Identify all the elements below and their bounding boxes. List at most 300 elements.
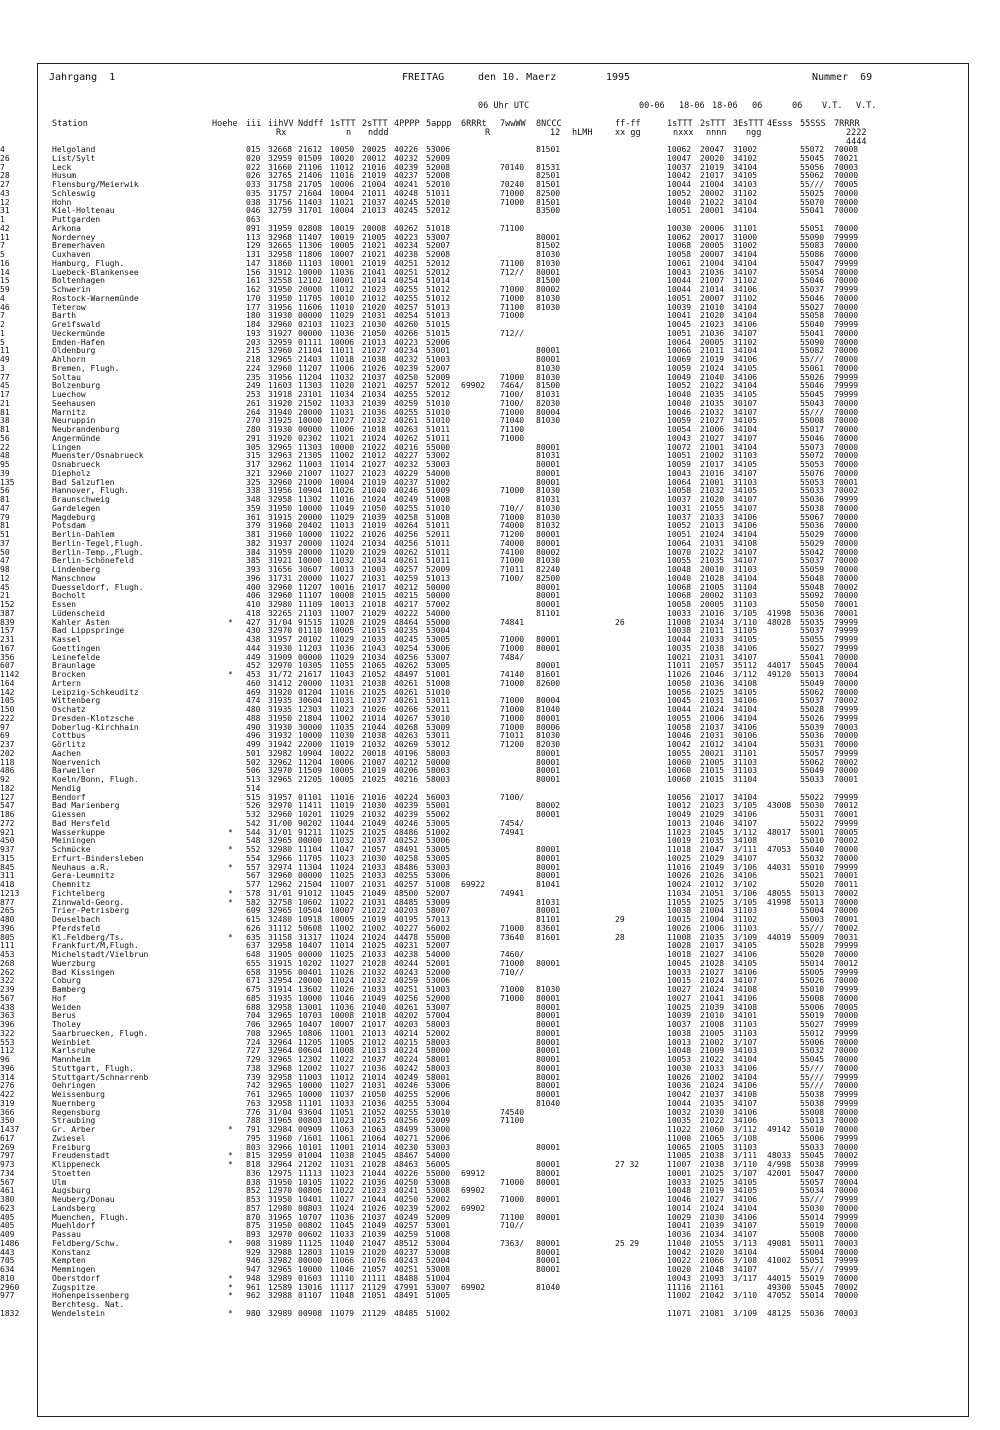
cell-esttt: 34104 bbox=[733, 713, 758, 723]
cell-www: 74941 bbox=[500, 827, 525, 837]
cell-hoehe: 202 bbox=[0, 748, 15, 758]
cell-sttt1: 11048 bbox=[330, 1291, 355, 1301]
cell-nddff: 10504 bbox=[298, 906, 323, 916]
cell-nddff: 10000 bbox=[298, 267, 323, 277]
cell-name: Feldberg/Schw. bbox=[52, 1238, 120, 1248]
cell-sttt4: 21028 bbox=[700, 573, 725, 583]
cell-rrrr: 70000 bbox=[834, 171, 859, 181]
cell-iii: 838 bbox=[246, 1177, 261, 1187]
cell-www: 71000 bbox=[500, 407, 525, 417]
cell-sss: 55020 bbox=[800, 950, 825, 959]
cell-sttt2: 21032 bbox=[362, 976, 387, 986]
cell-iii: 506 bbox=[246, 766, 261, 776]
cell-sttt2: 21129 bbox=[362, 1282, 387, 1292]
cell-name: Muehldorf bbox=[52, 1221, 96, 1231]
cell-nddff: 11204 bbox=[298, 757, 323, 767]
cell-appp: 55002 bbox=[426, 810, 451, 819]
cell-hoehe: 877 bbox=[0, 897, 15, 907]
cell-rrrr: 70000 bbox=[834, 1221, 859, 1231]
cell-iihvv: 31925 bbox=[268, 416, 293, 426]
cell-iihvv: 31656 bbox=[268, 565, 293, 574]
cell-sttt2: 21018 bbox=[362, 1011, 387, 1021]
cell-appp: 52006 bbox=[426, 1090, 451, 1099]
cell-cccc: 80001 bbox=[536, 766, 561, 776]
cell-hoehe: 81 bbox=[0, 521, 10, 531]
cell-sttt2: 21033 bbox=[362, 871, 387, 881]
cell-hoehe: 422 bbox=[0, 1090, 15, 1099]
cell-sttt3: 10024 bbox=[667, 880, 692, 889]
cell-rrrr: 79999 bbox=[834, 792, 859, 802]
cell-appp: 57002 bbox=[426, 600, 451, 609]
cell-sttt3: 11002 bbox=[667, 1291, 692, 1301]
cell-sttt1: 10006 bbox=[330, 180, 355, 189]
cell-nddff: 01111 bbox=[298, 337, 323, 347]
cell-sss: 55090 bbox=[800, 232, 825, 242]
cell-pppp: 40239 bbox=[394, 801, 419, 811]
cell-hoehe: 28 bbox=[0, 171, 10, 181]
cell-name: Berlin-Temp.,Flugh. bbox=[52, 547, 144, 557]
cell-sttt1: 11049 bbox=[330, 503, 355, 513]
cell-sss: 55086 bbox=[800, 250, 825, 259]
cell-name: Koeln/Bonn, Flugh. bbox=[52, 775, 139, 784]
cell-sttt3: 10050 bbox=[667, 678, 692, 688]
cell-nddff: 21202 bbox=[298, 1160, 323, 1169]
cell-sttt4: 20047 bbox=[700, 145, 725, 154]
cell-sttt4: 21010 bbox=[700, 302, 725, 312]
cell-nddff: /1601 bbox=[298, 1133, 323, 1143]
cell-sttt2: 21050 bbox=[362, 1090, 387, 1099]
cell-www: 71000 bbox=[500, 285, 525, 294]
cell-sttt4: 21030 bbox=[700, 1212, 725, 1222]
cell-cccc: 80004 bbox=[536, 407, 561, 417]
cell-iihvv: 31112 bbox=[268, 923, 293, 933]
cell-appp: 58003 bbox=[426, 775, 451, 784]
cell-rrrr: 70000 bbox=[834, 355, 859, 364]
cell-sttt3: 10060 bbox=[667, 757, 692, 767]
cell-iihvv: 32989 bbox=[268, 1273, 293, 1283]
cell-esttt: 34105 bbox=[733, 363, 758, 373]
cell-sttt3: 10051 bbox=[667, 451, 692, 461]
cell-hoehe: 553 bbox=[0, 1037, 15, 1047]
cell-sttt4: 21013 bbox=[700, 521, 725, 531]
cell-nddff: 20000 bbox=[298, 407, 323, 417]
cell-name: Rostock-Warnemünde bbox=[52, 293, 139, 303]
cell-iii: 156 bbox=[246, 267, 261, 277]
cell-sttt1: 11022 bbox=[330, 897, 355, 907]
cell-pppp: 40266 bbox=[394, 705, 419, 714]
cell-iii: 739 bbox=[246, 1072, 261, 1082]
cell-rrrr: 70000 bbox=[834, 1037, 859, 1047]
cell-iii: 291 bbox=[246, 433, 261, 443]
cell-sss: 55020 bbox=[800, 880, 825, 889]
cell-sttt1: 11024 bbox=[330, 932, 355, 942]
cell-sttt3: 10052 bbox=[667, 521, 692, 531]
cell-iihvv: 11603 bbox=[268, 381, 293, 391]
cell-esss: 41002 bbox=[767, 1256, 792, 1266]
cell-sttt1: 10004 bbox=[330, 206, 355, 216]
cell-sttt4: 21093 bbox=[700, 1273, 725, 1283]
cell-pppp: 40235 bbox=[394, 626, 419, 636]
cell-rrrr: 70000 bbox=[834, 337, 859, 347]
cell-www: 74000 bbox=[500, 521, 525, 531]
cell-sttt2: 21029 bbox=[362, 608, 387, 618]
cell-iihvv: 31935 bbox=[268, 993, 293, 1003]
cell-nddff: 00000 bbox=[298, 311, 323, 321]
cell-iii: 761 bbox=[246, 1090, 261, 1099]
cell-sss: 55033 bbox=[800, 775, 825, 784]
cell-rrrr: 70000 bbox=[834, 460, 859, 469]
cell-esttt: 34108 bbox=[733, 538, 758, 548]
cell-sttt3: 10064 bbox=[667, 337, 692, 347]
cell-sss: 55092 bbox=[800, 591, 825, 601]
cell-iihvv: 32960 bbox=[268, 320, 293, 329]
cell-sttt1: 11027 bbox=[330, 1063, 355, 1073]
cell-cccc: 80001 bbox=[536, 845, 561, 854]
cell-iihvv: 32963 bbox=[268, 451, 293, 461]
cell-esttt: 31102 bbox=[733, 915, 758, 924]
cell-hoehe: 387 bbox=[0, 608, 15, 618]
cell-name: Artern bbox=[52, 678, 81, 688]
cell-sttt4: 21005 bbox=[700, 1142, 725, 1152]
cell-sttt4: 21034 bbox=[700, 1230, 725, 1239]
cell-iii: 675 bbox=[246, 985, 261, 994]
cell-sttt4: 21001 bbox=[700, 477, 725, 487]
cell-rrrr: 79999 bbox=[834, 1028, 859, 1038]
cell-appp: 53009 bbox=[426, 897, 451, 907]
cell-cccc: 80001 bbox=[536, 1046, 561, 1056]
cell-esttt: 31104 bbox=[733, 775, 758, 784]
cell-www: 71000 bbox=[500, 311, 525, 321]
col-6rrrt: 6RRRt bbox=[461, 119, 487, 129]
cell-sttt3: 10037 bbox=[667, 162, 692, 172]
cell-sttt1: 11031 bbox=[330, 678, 355, 688]
cell-nddff: 10000 bbox=[298, 416, 323, 426]
cell-cccc: 81030 bbox=[536, 503, 561, 513]
cell-hoehe: 97 bbox=[0, 722, 10, 732]
cell-name: Schwerin bbox=[52, 285, 91, 294]
cell-nddff: 11403 bbox=[298, 197, 323, 207]
cell-iii: 815 bbox=[246, 1151, 261, 1161]
cell-sttt4: 21035 bbox=[700, 1098, 725, 1108]
cell-sss: 55057 bbox=[800, 748, 825, 758]
cell-name: Arkona bbox=[52, 223, 81, 233]
cell-sss: 55045 bbox=[800, 661, 825, 671]
cell-sttt2: 21025 bbox=[362, 941, 387, 951]
cell-hoehe: 43 bbox=[0, 188, 10, 198]
cell-iihvv: 32958 bbox=[268, 1098, 293, 1108]
cell-name: Berlin-Schönefeld bbox=[52, 556, 134, 566]
cell-nddff: 21705 bbox=[298, 180, 323, 189]
cell-www: 71100 bbox=[500, 425, 525, 434]
cell-sttt4: 21161 bbox=[700, 1282, 725, 1292]
cell-sttt3: 10060 bbox=[667, 766, 692, 776]
cell-sttt4: 21024 bbox=[700, 363, 725, 373]
cell-esttt: 34104 bbox=[733, 250, 758, 259]
cell-iii: 113 bbox=[246, 232, 261, 242]
cell-hoehe: 937 bbox=[0, 845, 15, 854]
cell-sttt4: 21025 bbox=[700, 1168, 725, 1178]
cell-iii: 046 bbox=[246, 206, 261, 216]
cell-sttt4: 21031 bbox=[700, 731, 725, 741]
cell-esttt: 31103 bbox=[733, 565, 758, 574]
cell-iii: 609 bbox=[246, 906, 261, 916]
cell-www: 74540 bbox=[500, 1107, 525, 1117]
cell-iii: 795 bbox=[246, 1133, 261, 1143]
cell-sttt1: 11033 bbox=[330, 1230, 355, 1239]
cell-iihvv: 31918 bbox=[268, 390, 293, 399]
table-row bbox=[0, 776, 1000, 785]
cell-sttt3: 10019 bbox=[667, 836, 692, 846]
cell-name: Hannover, Flugh. bbox=[52, 486, 130, 496]
cell-www: 71100 bbox=[500, 1212, 525, 1222]
cell-iihvv: 31940 bbox=[268, 407, 293, 417]
cell-sss: 55031 bbox=[800, 810, 825, 819]
cell-sss: 55073 bbox=[800, 442, 825, 452]
cell-name: Brocken bbox=[52, 670, 86, 679]
cell-name: Giessen bbox=[52, 810, 86, 819]
cell-rrrr: 70004 bbox=[834, 661, 859, 671]
cell-iii: 015 bbox=[246, 145, 261, 154]
cell-esss: 44031 bbox=[767, 862, 792, 872]
cell-cccc: 80001 bbox=[536, 582, 561, 592]
cell-sttt1: 11035 bbox=[330, 722, 355, 732]
cell-iihvv: 31905 bbox=[268, 950, 293, 959]
cell-cccc: 81031 bbox=[536, 897, 561, 907]
cell-cccc: 81030 bbox=[536, 250, 561, 259]
cell-rrrr: 70000 bbox=[834, 1063, 859, 1073]
cell-sttt3: 10052 bbox=[667, 188, 692, 198]
cell-star: * bbox=[228, 845, 233, 854]
cell-pppp: 40232 bbox=[394, 460, 419, 469]
cell-sttt4: 21008 bbox=[700, 1020, 725, 1029]
cell-sss: 55028 bbox=[800, 941, 825, 951]
cell-sttt4: 21048 bbox=[700, 1265, 725, 1274]
cell-esttt: 34104 bbox=[733, 792, 758, 802]
col-iii: iii bbox=[246, 119, 262, 129]
cell-esttt: 31103 bbox=[733, 591, 758, 601]
cell-iihvv: 32968 bbox=[268, 232, 293, 242]
cell-hoehe: 51 bbox=[0, 530, 10, 539]
cell-sss: 55041 bbox=[800, 206, 825, 216]
cell-hoehe: 237 bbox=[0, 740, 15, 749]
cell-pppp: 40234 bbox=[394, 241, 419, 251]
cell-pppp: 40251 bbox=[394, 258, 419, 268]
cell-rrrr: 70021 bbox=[834, 153, 859, 163]
cell-hoehe: 797 bbox=[0, 1151, 15, 1161]
cell-name: Barth bbox=[52, 311, 77, 321]
cell-iihvv: 31912 bbox=[268, 267, 293, 277]
cell-appp: 55000 bbox=[426, 617, 451, 627]
cell-sttt1: 11021 bbox=[330, 197, 355, 207]
cell-cccc: 80001 bbox=[536, 1142, 561, 1152]
cell-iihvv: 32970 bbox=[268, 766, 293, 776]
cell-cccc: 81030 bbox=[536, 258, 561, 268]
cell-sttt3: 10043 bbox=[667, 468, 692, 478]
cell-cccc: 80001 bbox=[536, 468, 561, 478]
cell-sttt3: 10051 bbox=[667, 530, 692, 539]
cell-appp: 53003 bbox=[426, 1142, 451, 1152]
cell-nddff: 23101 bbox=[298, 390, 323, 399]
cell-name: Hof bbox=[52, 993, 67, 1003]
cell-iii: 193 bbox=[246, 328, 261, 338]
cell-sttt2: 21030 bbox=[362, 801, 387, 811]
cell-www: 71000 bbox=[500, 197, 525, 207]
cell-cccc: 80001 bbox=[536, 600, 561, 609]
cell-cccc: 80001 bbox=[536, 1072, 561, 1082]
cell-sttt2: 21002 bbox=[362, 923, 387, 933]
cell-cccc: 81030 bbox=[536, 416, 561, 426]
cell-rrr: 69902 bbox=[461, 381, 486, 391]
cell-iihvv: 32982 bbox=[268, 748, 293, 758]
cell-iihvv: 31959 bbox=[268, 223, 293, 233]
cell-sttt1: 10005 bbox=[330, 766, 355, 776]
cell-nddff: 50608 bbox=[298, 923, 323, 933]
cell-rrrr: 70000 bbox=[834, 433, 859, 443]
cell-iihvv: 32968 bbox=[268, 1063, 293, 1073]
cell-iii: 582 bbox=[246, 897, 261, 907]
cell-name: Emden-Hafen bbox=[52, 337, 105, 347]
cell-sttt1: 10000 bbox=[330, 442, 355, 452]
cell-sttt2: 21038 bbox=[362, 731, 387, 741]
cell-rrrr: 79999 bbox=[834, 390, 859, 399]
cell-nddff: 11109 bbox=[298, 600, 323, 609]
cell-hoehe: 322 bbox=[0, 976, 15, 986]
cell-sttt3: 10022 bbox=[667, 1256, 692, 1266]
cell-sss: 55033 bbox=[800, 1142, 825, 1152]
cell-iii: 526 bbox=[246, 801, 261, 811]
col-2222: 2222 bbox=[846, 128, 867, 138]
cell-hoehe: 22 bbox=[0, 442, 10, 452]
col-r: R bbox=[485, 128, 491, 138]
cell-esttt: 34104 bbox=[733, 302, 758, 312]
cell-sttt3: 10040 bbox=[667, 573, 692, 583]
cell-iii: 460 bbox=[246, 678, 261, 688]
cell-nddff: 21612 bbox=[298, 145, 323, 154]
cell-pppp: 40237 bbox=[394, 1247, 419, 1257]
cell-appp: 53004 bbox=[426, 1098, 451, 1108]
cell-sttt1: 11032 bbox=[330, 556, 355, 566]
cell-cccc: 81531 bbox=[536, 162, 561, 172]
cell-name: Muenster/Osnabrueck bbox=[52, 451, 144, 461]
cell-hoehe: 105 bbox=[0, 696, 15, 706]
cell-rrrr: 79999 bbox=[834, 1090, 859, 1099]
cell-esttt: 34107 bbox=[733, 976, 758, 986]
cell-pppp: 40254 bbox=[394, 643, 419, 653]
cell-iii: 444 bbox=[246, 643, 261, 653]
cell-sttt2: 21052 bbox=[362, 1107, 387, 1117]
cell-pppp: 40238 bbox=[394, 950, 419, 959]
cell-sss: 55045 bbox=[800, 1055, 825, 1064]
cell-nddff: 11003 bbox=[298, 460, 323, 469]
cell-sss: 55019 bbox=[800, 1221, 825, 1231]
cell-iihvv: 31950 bbox=[268, 503, 293, 513]
cell-pppp: 40254 bbox=[394, 276, 419, 286]
cell-sttt2: 21033 bbox=[362, 635, 387, 644]
cell-sttt2: 21022 bbox=[362, 442, 387, 452]
cell-rrrr: 70000 bbox=[834, 1055, 859, 1064]
cell-nddff: 10707 bbox=[298, 1212, 323, 1222]
cell-sttt3: 10027 bbox=[667, 985, 692, 994]
cell-iihvv: 32982 bbox=[268, 1256, 293, 1266]
cell-sttt3: 10012 bbox=[667, 801, 692, 811]
cell-sttt3: 10038 bbox=[667, 906, 692, 916]
cell-sttt3: 10048 bbox=[667, 1186, 692, 1196]
cell-iii: 742 bbox=[246, 1081, 261, 1091]
cell-iii: 729 bbox=[246, 1055, 261, 1064]
cell-iii: 438 bbox=[246, 635, 261, 644]
cell-cccc: 81500 bbox=[536, 276, 561, 286]
cell-rrrr: 70004 bbox=[834, 670, 859, 679]
cell-ffff: 27 32 bbox=[615, 1160, 640, 1169]
cell-sss: 55/// bbox=[800, 180, 825, 189]
cell-sttt1: 11014 bbox=[330, 941, 355, 951]
cell-sss: 55072 bbox=[800, 451, 825, 461]
cell-rrrr: 79999 bbox=[834, 381, 859, 391]
cell-nddff: 10904 bbox=[298, 486, 323, 496]
cell-pppp: 40243 bbox=[394, 1256, 419, 1266]
cell-rrrr: 70001 bbox=[834, 608, 859, 618]
cell-sttt4: 21017 bbox=[700, 941, 725, 951]
cell-name: Saarbruecken, Flugh. bbox=[52, 1028, 149, 1038]
cell-appp: 52012 bbox=[426, 267, 451, 277]
cell-rrrr: 70000 bbox=[834, 223, 859, 233]
cell-appp: 53006 bbox=[426, 836, 451, 846]
cell-sttt1: 11025 bbox=[330, 827, 355, 837]
cell-iihvv: 31756 bbox=[268, 197, 293, 207]
cell-appp: 52009 bbox=[426, 1116, 451, 1126]
cell-pppp: 40246 bbox=[394, 486, 419, 496]
cell-rrrr: 70002 bbox=[834, 486, 859, 496]
cell-name: Leipzig-Schkeuditz bbox=[52, 687, 139, 697]
cell-sss: 55031 bbox=[800, 740, 825, 749]
cell-hoehe: 12 bbox=[0, 573, 10, 583]
cell-sss: 55032 bbox=[800, 1046, 825, 1056]
cell-hoehe: 81 bbox=[0, 407, 10, 417]
cell-esttt: 31000 bbox=[733, 232, 758, 242]
cell-pppp: 40252 bbox=[394, 836, 419, 846]
cell-iii: 180 bbox=[246, 311, 261, 321]
cell-nddff: 02302 bbox=[298, 433, 323, 443]
cell-hoehe: 450 bbox=[0, 836, 15, 846]
cell-cccc: 80001 bbox=[536, 643, 561, 653]
cell-hoehe: 443 bbox=[0, 1247, 15, 1257]
cell-hoehe: 157 bbox=[0, 626, 15, 636]
cell-sttt3: 10062 bbox=[667, 232, 692, 242]
cell-appp: 53005 bbox=[426, 661, 451, 671]
cell-esttt: 34106 bbox=[733, 1063, 758, 1073]
cell-pppp: 40212 bbox=[394, 757, 419, 767]
cell-appp: 51018 bbox=[426, 223, 451, 233]
cell-pppp: 40256 bbox=[394, 652, 419, 662]
cell-sss: 55013 bbox=[800, 897, 825, 907]
cell-iihvv: 32965 bbox=[268, 836, 293, 846]
cell-sss: 55041 bbox=[800, 328, 825, 338]
cell-rrrr: 70001 bbox=[834, 775, 859, 784]
cell-cccc: 80001 bbox=[536, 993, 561, 1003]
cell-nddff: 00000 bbox=[298, 871, 323, 881]
cell-sttt4: 21024 bbox=[700, 985, 725, 994]
cell-name: Fichtelberg bbox=[52, 888, 105, 898]
cell-sttt1: 10007 bbox=[330, 906, 355, 916]
cell-rrrr: 70000 bbox=[834, 468, 859, 478]
cell-cccc: 81031 bbox=[536, 495, 561, 504]
cell-sss: 55027 bbox=[800, 302, 825, 312]
cell-nddff: 10202 bbox=[298, 958, 323, 968]
cell-iihvv: 31930 bbox=[268, 311, 293, 321]
cell-appp: 51002 bbox=[426, 1308, 451, 1318]
cell-sttt2: 21032 bbox=[362, 810, 387, 819]
cell-rrrr: 70000 bbox=[834, 906, 859, 916]
